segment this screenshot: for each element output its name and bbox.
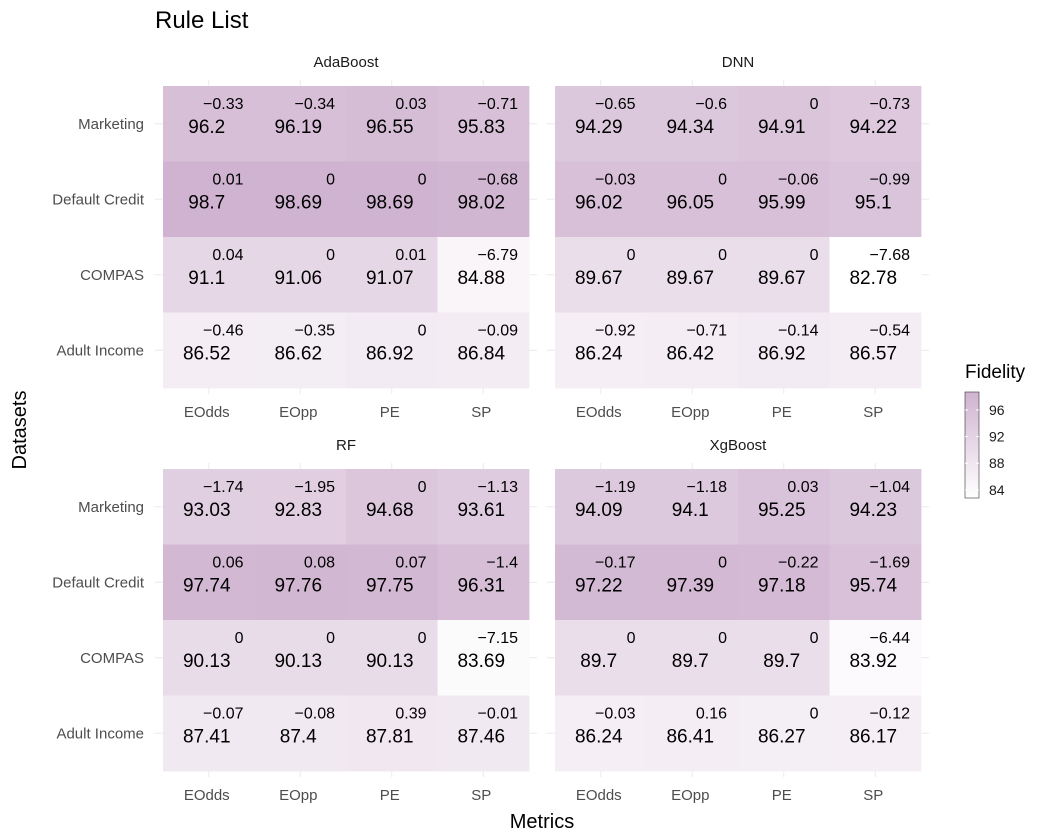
- fidelity-label: 94.22: [849, 117, 898, 138]
- fidelity-label: 92.83: [274, 500, 323, 521]
- fidelity-label: 97.39: [666, 575, 715, 597]
- fidelity-label: 95.99: [757, 192, 806, 214]
- fidelity-label: 97.76: [274, 575, 323, 597]
- fidelity-label: 96.05: [666, 192, 715, 214]
- fidelity-label: 86.41: [666, 726, 715, 748]
- fidelity-label: 98.69: [365, 192, 414, 214]
- facet-strip-label: AdaBoost: [313, 54, 379, 71]
- fidelity-label: 83.92: [849, 651, 898, 672]
- y-tick-label: Default Credit: [52, 191, 144, 209]
- delta-label: −0.46: [203, 322, 244, 340]
- fidelity-label: 90.13: [365, 651, 414, 672]
- delta-label: −0.92: [595, 322, 636, 340]
- fidelity-label: 94.68: [365, 500, 414, 521]
- fidelity-label: 98.02: [457, 192, 506, 214]
- fidelity-label: 97.18: [757, 575, 806, 597]
- fidelity-label: 86.84: [457, 343, 506, 365]
- fidelity-label: 98.69: [274, 192, 323, 214]
- delta-label: 0: [417, 171, 427, 189]
- y-tick-label: Marketing: [78, 115, 144, 133]
- fidelity-label: 87.46: [457, 726, 506, 748]
- legend-tick-label: 84: [989, 481, 1005, 498]
- delta-label: 0.01: [395, 247, 427, 264]
- y-tick-label: Adult Income: [56, 725, 144, 743]
- delta-label: −0.09: [477, 322, 518, 340]
- fidelity-label: 93.03: [182, 500, 231, 521]
- x-tick-label: EOdds: [575, 787, 622, 804]
- delta-label: −0.17: [595, 554, 636, 572]
- delta-label: −0.71: [686, 322, 727, 340]
- delta-label: 0.06: [212, 554, 244, 572]
- delta-label: −0.33: [203, 96, 244, 113]
- delta-label: −0.07: [203, 705, 244, 723]
- fidelity-label: 94.29: [574, 117, 623, 138]
- fidelity-label: 87.81: [365, 726, 414, 748]
- delta-label: −7.15: [477, 630, 518, 647]
- delta-label: 0.03: [787, 479, 819, 496]
- fidelity-label: 84.88: [457, 268, 506, 289]
- y-tick-label: COMPAS: [80, 266, 144, 284]
- x-tick-label: EOdds: [183, 404, 230, 421]
- x-tick-label: EOpp: [279, 787, 318, 804]
- delta-label: −1.69: [869, 554, 910, 572]
- delta-label: −1.04: [869, 479, 910, 496]
- delta-label: 0.08: [303, 554, 335, 572]
- delta-label: −0.54: [869, 322, 910, 340]
- facet-strip-label: XgBoost: [709, 437, 767, 454]
- delta-label: 0.39: [395, 705, 427, 723]
- fidelity-label: 86.57: [849, 343, 898, 365]
- x-tick-label: EOdds: [183, 787, 230, 804]
- delta-label: −1.13: [477, 479, 518, 496]
- delta-label: −0.06: [778, 171, 819, 189]
- facet-strip-label: DNN: [721, 54, 755, 71]
- x-tick-label: EOpp: [671, 787, 710, 804]
- fidelity-label: 95.1: [854, 192, 892, 214]
- fidelity-label: 91.06: [274, 268, 323, 289]
- fidelity-label: 94.1: [671, 500, 709, 521]
- legend-colorbar: [965, 392, 979, 498]
- x-tick-label: SP: [471, 404, 492, 421]
- y-tick-label: Adult Income: [56, 342, 144, 360]
- fidelity-label: 86.24: [574, 343, 623, 365]
- facet-panel: [547, 437, 929, 804]
- fidelity-label: 95.74: [849, 575, 898, 597]
- delta-label: 0: [809, 705, 819, 723]
- delta-label: 0: [718, 247, 727, 264]
- fidelity-label: 86.52: [182, 343, 231, 365]
- delta-label: −0.68: [477, 171, 518, 189]
- delta-label: −1.18: [686, 479, 727, 496]
- x-tick-label: PE: [379, 787, 400, 804]
- delta-label: −1.95: [294, 479, 335, 496]
- delta-label: 0: [809, 630, 819, 647]
- delta-label: 0: [417, 630, 427, 647]
- delta-label: −1.4: [486, 554, 518, 572]
- x-tick-label: PE: [379, 404, 400, 421]
- delta-label: 0.07: [395, 554, 427, 572]
- delta-label: 0.16: [695, 705, 727, 723]
- legend: [965, 362, 1026, 498]
- delta-label: −0.22: [778, 554, 819, 572]
- fidelity-label: 94.34: [666, 117, 715, 138]
- fidelity-label: 82.78: [849, 268, 898, 289]
- delta-label: 0: [718, 171, 727, 189]
- fidelity-label: 89.7: [763, 651, 801, 672]
- facet-panel: [547, 54, 929, 421]
- facet-panel: [52, 54, 537, 421]
- delta-label: 0: [326, 630, 335, 647]
- delta-label: 0: [809, 247, 819, 264]
- delta-label: 0: [718, 554, 727, 572]
- fidelity-label: 89.7: [580, 651, 618, 672]
- fidelity-label: 87.4: [279, 726, 317, 748]
- fidelity-label: 97.22: [574, 575, 623, 597]
- fidelity-label: 97.74: [182, 575, 231, 597]
- facet-panel: [52, 437, 537, 804]
- delta-label: −6.44: [869, 630, 910, 647]
- y-tick-label: Default Credit: [52, 574, 144, 592]
- fidelity-label: 96.55: [365, 117, 414, 138]
- fidelity-label: 98.7: [188, 192, 226, 214]
- fidelity-label: 86.27: [757, 726, 806, 748]
- fidelity-label: 86.17: [849, 726, 898, 748]
- facet-panels: [52, 54, 929, 804]
- legend-title: Fidelity: [965, 362, 1026, 383]
- delta-label: −0.71: [477, 96, 518, 113]
- delta-label: −0.35: [294, 322, 335, 340]
- delta-label: −0.03: [595, 171, 636, 189]
- delta-label: −0.6: [695, 96, 727, 113]
- x-tick-label: PE: [771, 787, 792, 804]
- delta-label: 0: [234, 630, 244, 647]
- fidelity-label: 89.67: [666, 268, 715, 289]
- fidelity-label: 83.69: [457, 651, 506, 672]
- fidelity-label: 86.42: [666, 343, 715, 365]
- delta-label: −0.65: [595, 96, 636, 113]
- delta-label: −0.73: [869, 96, 910, 113]
- delta-label: −0.12: [869, 705, 910, 723]
- facet-strip-label: RF: [336, 437, 356, 454]
- delta-label: −1.19: [595, 479, 636, 496]
- delta-label: 0.03: [395, 96, 427, 113]
- fidelity-label: 96.2: [188, 117, 226, 138]
- y-tick-label: COMPAS: [80, 649, 144, 667]
- y-tick-label: Marketing: [78, 498, 144, 516]
- x-tick-label: SP: [863, 404, 884, 421]
- delta-label: 0: [417, 479, 427, 496]
- delta-label: 0.04: [212, 247, 244, 264]
- fidelity-label: 91.1: [188, 268, 226, 289]
- fidelity-label: 89.67: [757, 268, 806, 289]
- fidelity-label: 89.7: [671, 651, 709, 672]
- delta-label: −7.68: [869, 247, 910, 264]
- fidelity-label: 90.13: [182, 651, 231, 672]
- fidelity-label: 93.61: [457, 500, 506, 521]
- x-tick-label: EOpp: [279, 404, 318, 421]
- fidelity-label: 91.07: [365, 268, 414, 289]
- delta-label: −0.34: [294, 96, 335, 113]
- x-axis-title: Metrics: [509, 811, 575, 832]
- legend-tick-label: 96: [989, 401, 1005, 418]
- delta-label: 0: [718, 630, 727, 647]
- delta-label: −0.14: [778, 322, 819, 340]
- delta-label: −1.74: [203, 479, 244, 496]
- x-tick-label: SP: [863, 787, 884, 804]
- x-tick-label: EOpp: [671, 404, 710, 421]
- fidelity-label: 95.25: [757, 500, 806, 521]
- delta-label: 0: [326, 247, 335, 264]
- delta-label: 0.01: [212, 171, 244, 189]
- fidelity-label: 95.83: [457, 117, 506, 138]
- delta-label: −0.01: [477, 705, 518, 723]
- x-tick-label: EOdds: [575, 404, 622, 421]
- fidelity-label: 86.62: [274, 343, 323, 365]
- fidelity-label: 94.09: [574, 500, 623, 521]
- fidelity-label: 97.75: [365, 575, 414, 597]
- fidelity-label: 86.92: [757, 343, 806, 365]
- fidelity-label: 86.24: [574, 726, 623, 748]
- y-axis-title: Datasets: [9, 390, 31, 470]
- legend-tick-label: 88: [989, 455, 1005, 472]
- delta-label: 0: [417, 322, 427, 340]
- fidelity-label: 96.31: [457, 575, 506, 597]
- delta-label: 0: [809, 96, 819, 113]
- delta-label: −0.99: [869, 171, 910, 189]
- fidelity-label: 96.19: [274, 117, 323, 138]
- legend-tick-label: 92: [989, 428, 1005, 445]
- chart-title: Rule List: [155, 7, 249, 34]
- delta-label: −0.08: [294, 705, 335, 723]
- x-tick-label: SP: [471, 787, 492, 804]
- fidelity-label: 86.92: [365, 343, 414, 365]
- fidelity-label: 90.13: [274, 651, 323, 672]
- fidelity-label: 89.67: [574, 268, 623, 289]
- delta-label: 0: [326, 171, 335, 189]
- fidelity-label: 94.91: [757, 117, 806, 138]
- delta-label: 0: [626, 247, 636, 264]
- fidelity-label: 94.23: [849, 500, 898, 521]
- x-tick-label: PE: [771, 404, 792, 421]
- delta-label: −0.03: [595, 705, 636, 723]
- fidelity-label: 96.02: [574, 192, 623, 214]
- fidelity-label: 87.41: [182, 726, 231, 748]
- delta-label: −6.79: [477, 247, 518, 264]
- delta-label: 0: [626, 630, 636, 647]
